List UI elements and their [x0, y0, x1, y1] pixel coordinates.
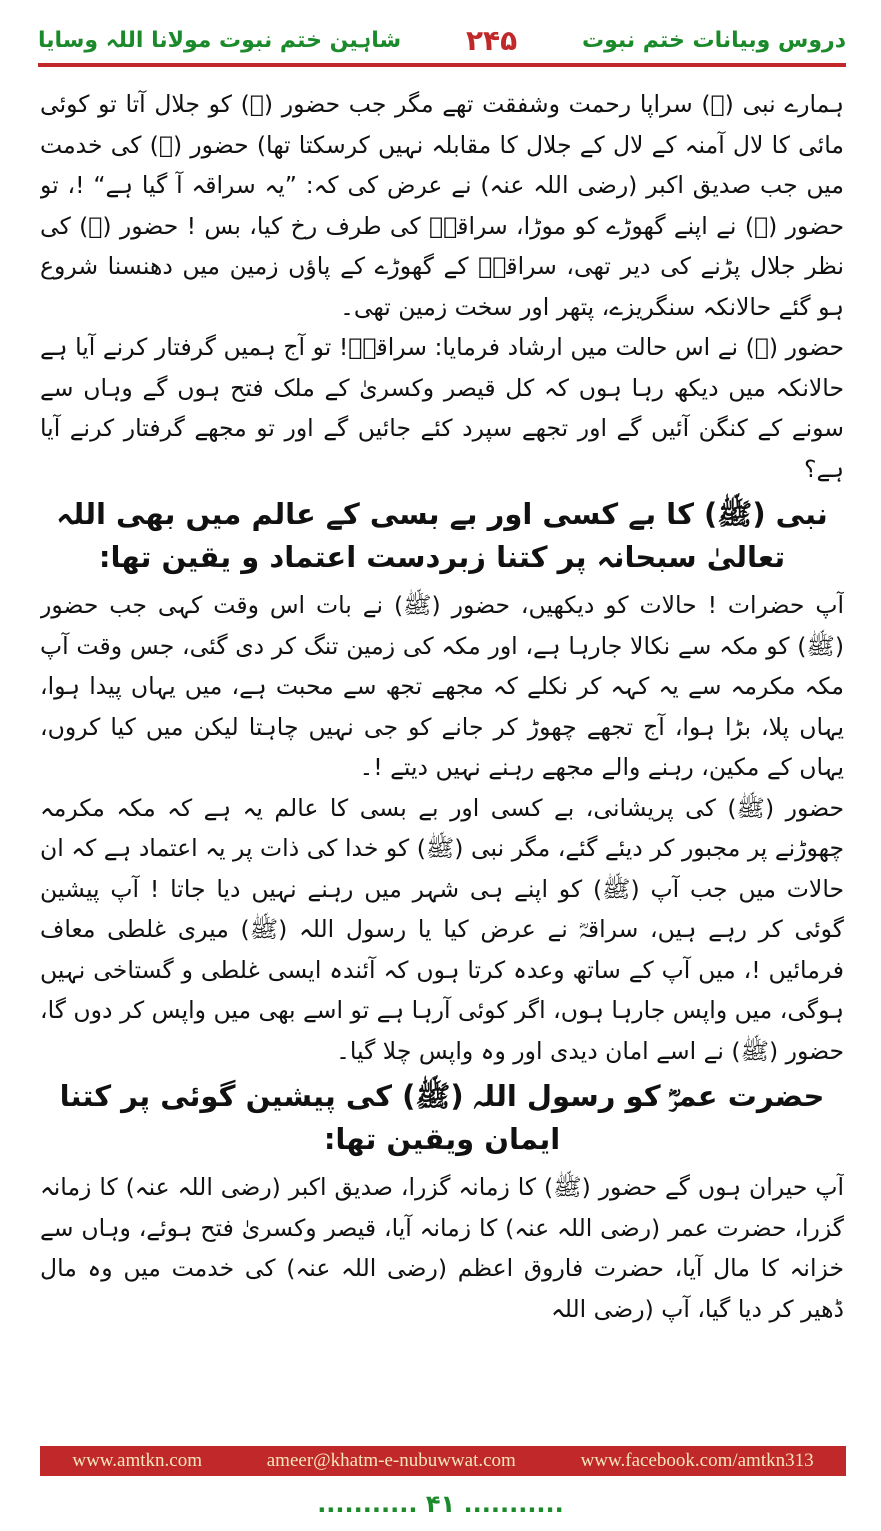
footer-website-link[interactable]: www.amtkn.com — [72, 1450, 202, 1471]
paragraph-5: آپ حیران ہوں گے حضور (ﷺ) کا زمانہ گزرا، صدیق اکبر (رضی اللہ عنہ) کا زمانہ گزرا، حضرت عمر (رضی اللہ عنہ) کا زمانہ آیا، قیصر وکسریٰ فتح ہوئے، وہاں سے خزانہ کا مال آیا، حضرت فاروق اعظم (رضی اللہ عنہ) کی خدمت میں وہ مال ڈھیر کر دیا گیا، آپ (رضی اللہ — [40, 1173, 844, 1323]
page-body — [40, 84, 844, 1429]
page-number: ........... ۴۱ ........... — [317, 1490, 564, 1518]
paragraph-4: حضور (ﷺ) کی پریشانی، بے کسی اور بے بسی کا عالم یہ ہے کہ مکہ مکرمہ چھوڑنے پر مجبور کر دیئے گئے، مگر نبی (ﷺ) کو خدا کی ذات پر یہ اعتماد ہے کہ ان حالات میں جب آپ (ﷺ) کو اپنے ہی شہر میں رہنے نہیں دیا جاتا ! آپ پیشین گوئی کر رہے ہیں، سراقہؓ نے عرض کیا یا رسول اللہ (ﷺ) میری غلطی معاف فرمائیں !، میں آپ کے ساتھ وعدہ کرتا ہوں کہ آئندہ ایسی غلطی و گستاخی نہیں ہوگی، میں واپس جارہا ہوں، اگر کوئی آرہا ہے تو اسے بھی میں واپس کر دوں گا، حضور (ﷺ) نے اسے امان دیدی اور وہ واپس چلا گیا۔ — [40, 793, 844, 1065]
paragraph-1: ہمارے نبی (ﷺ) سراپا رحمت وشفقت تھے مگر جب حضور (ﷺ) کو جلال آتا تو کوئی مائی کا لال آمنہ کے لال کے جلال کا مقابلہ نہیں کرسکتا تھا) حضور (ﷺ) کی خدمت میں جب صدیق اکبر (رضی اللہ عنہ) نے عرض کی کہ: ”یہ سراقہ آ گیا ہے“ !، تو حضور (ﷺ) نے اپنے گھوڑے کو موڑا، سراقہؓ کی طرف رخ کیا، بس ! حضور (ﷺ) کی نظر جلال پڑنے کی دیر تھی، سراقہؓ کے گھوڑے کے پاؤں زمین میں دھنسنا شروع ہو گئے حالانکہ سنگریزے، پتھر اور سخت زمین تھی۔ — [40, 90, 844, 321]
header-page-number: ۲۴۵ — [465, 23, 518, 57]
footer-facebook-link[interactable]: www.facebook.com/amtkn313 — [580, 1450, 814, 1471]
header-author-title: شاہین ختم نبوت مولانا اللہ وسایا — [38, 27, 402, 53]
header-book-title: دروس وبیانات ختم نبوت — [581, 27, 846, 53]
footer-email-link[interactable]: ameer@khatm-e-nubuwwat.com — [266, 1450, 516, 1471]
paragraph-3: آپ حضرات ! حالات کو دیکھیں، حضور (ﷺ) نے بات اس وقت کہی جب حضور (ﷺ) کو مکہ سے نکالا جارہا ہے، اور مکہ کی زمین تنگ کر دی گئی، جس وقت آپ مکہ مکرمہ سے یہ کہہ کر نکلے کہ مجھے تجھ سے محبت ہے، میں یہاں پیدا ہوا، یہاں پلا، بڑا ہوا، آج تجھے چھوڑ کر جانے کو جی نہیں چاہتا لیکن میں کیا کروں، یہاں کے مکین، رہنے والے مجھے رہنے نہیں دیتے !۔ — [40, 591, 844, 781]
paragraph-2: حضور (ﷺ) نے اس حالت میں ارشاد فرمایا: سراقہؓ! تو آج ہمیں گرفتار کرنے آیا ہے حالانکہ میں دیکھ رہا ہوں کہ کل قیصر وکسریٰ کے ملک فتح ہوں گے وہاں سے سونے کے کنگن آئیں گے اور تجھے سپرد کئے جائیں گے اور تو مجھے گرفتار کرنے آیا ہے؟ — [40, 333, 844, 483]
footer-bar — [40, 1446, 846, 1476]
section-heading-1: نبی (ﷺ) کا بے کسی اور بے بسی کے عالم میں بھی اللہ تعالیٰ سبحانہ پر کتنا زبردست اعتماد و یقین تھا: — [56, 497, 828, 574]
header-divider — [38, 63, 846, 67]
page-header — [38, 22, 846, 58]
section-heading-2: حضرت عمرؓ کو رسول اللہ (ﷺ) کی پیشین گوئی پر کتنا ایمان ویقین تھا: — [59, 1079, 825, 1156]
